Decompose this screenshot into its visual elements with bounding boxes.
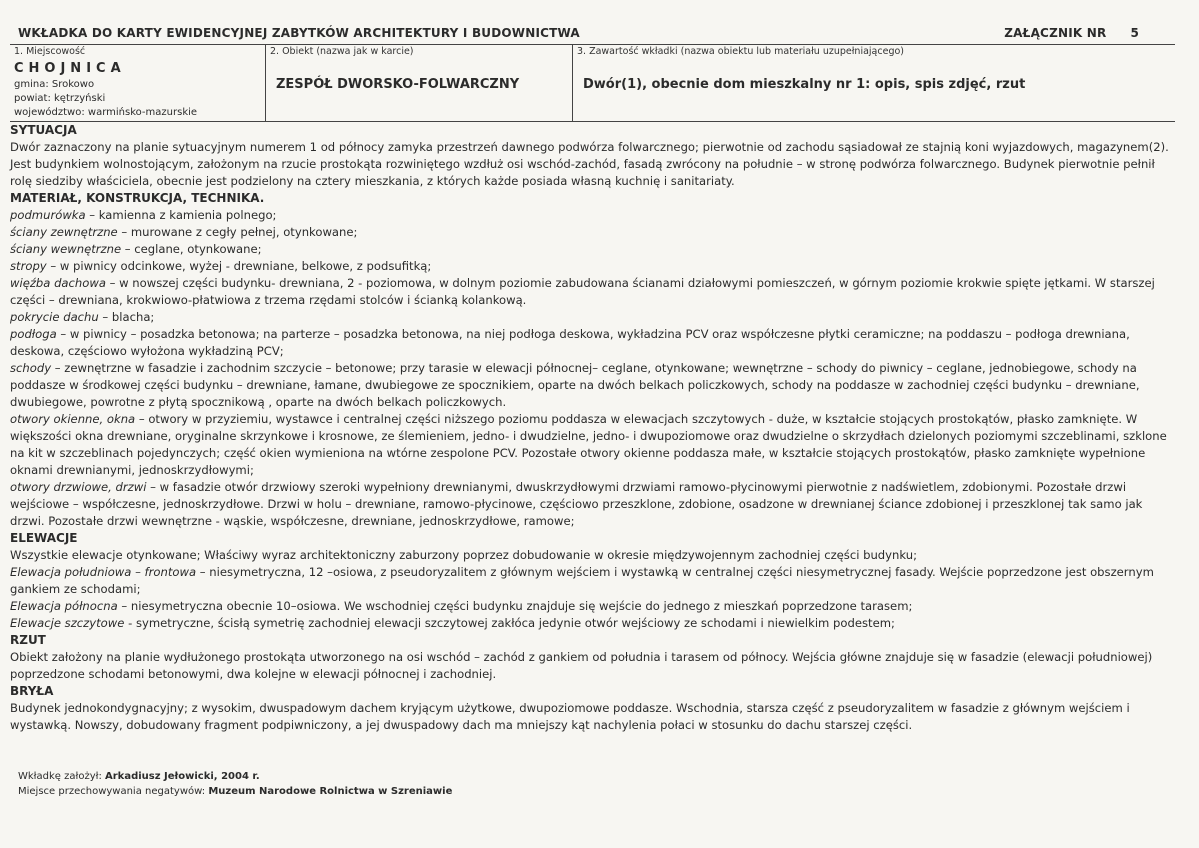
elevation-term: Elewacje szczytowe [10, 616, 125, 630]
wojewodztwo: województwo: warmińsko-mazurskie [14, 107, 198, 118]
material-item [10, 275, 1180, 309]
section-material-title: MATERIAŁ, KONSTRUKCJA, TECHNIKA. [10, 191, 265, 205]
author-line [18, 769, 452, 784]
locality-label: 1. Miejscowość [14, 46, 86, 57]
annex-text: ZAŁĄCZNIK NR [1004, 26, 1107, 40]
material-item [10, 479, 1180, 530]
content-label: 3. Zawartość wkładki (nazwa obiektu lub materiału uzupełniającego) [577, 46, 904, 57]
material-item [10, 326, 1180, 360]
elewacje-intro: Wszystkie elewacje otynkowane; Właściwy wyraz architektoniczny zaburzony poprzez dobudowanie w okresie międzywojennym zachodniej części budynku; [10, 548, 917, 562]
material-term: stropy [10, 259, 47, 273]
material-desc: – w piwnicy odcinkowe, wyżej - drewniane, belkowe, z podsufitką; [46, 259, 432, 273]
storage-name: Muzeum Narodowe Rolnictwa w Szreniawie [208, 786, 453, 797]
gmina: gmina: Srokowo [14, 79, 95, 90]
material-item [10, 411, 1180, 479]
author-name: Arkadiusz Jełowicki, 2004 r. [105, 771, 260, 782]
locality-cell [10, 45, 266, 121]
annex-label [980, 26, 1139, 40]
material-term: otwory drzwiowe, drzwi [10, 480, 147, 494]
section-elewacje-title: ELEWACJE [10, 531, 78, 545]
locality-name: CHOJNICA [14, 61, 126, 76]
elevation-desc: – niesymetryczna obecnie 10–osiowa. We wschodniej części budynku znajduje się wejście do jednego z mieszkań poprzedzone tarasem; [117, 599, 913, 613]
material-desc: – zewnętrzne w fasadzie i zachodnim szczycie – betonowe; przy tarasie w elewacji północnej– ceglane, otynkowane; wewnętrzne – schody do piwnicy – ceglane, jednobiegowe, schody na poddasze w środkowej części budynku – drewniane, łamane, dwubiegowe ze spocznikiem, oparte na dwóch belkach policzkowych, schody na poddasze w zachodniej części budynku – drewniane, dwubiegowe, powrotne z płytą spocznikową , oparte na dwóch belkach policzkowych. [10, 361, 1140, 409]
material-desc: – otwory w przyziemiu, wystawce i centralnej części niższego poziomu poddasza w elewacjach szczytowych - duże, w kształcie stojących prostokątów, płasko zamknięte. W większości okna drewniane, oryginalne skrzynkowe i krosnowe, ze ślemieniem, jedno- i dwudzielne, jedno- i dwupoziomowe oraz dwudzielne o skrzydłach dzielonych poziomymi szczeblinami, szklone na kit w szczeblinach pojedynczych; część okien wymieniona na wtórne zespolone PCV. Pozostałe otwory okienne poddasza małe, w kształcie stojących prostokątów, płasko zamknięte wypełnione oknami drewnianymi, jednoskrzydłowymi; [10, 412, 1167, 477]
elevation-item [10, 564, 1180, 598]
material-term: ściany wewnętrzne [10, 242, 122, 256]
section-sytuacja-title: SYTUACJA [10, 123, 77, 137]
material-term: podłoga [10, 327, 57, 341]
header-table [10, 44, 1175, 122]
material-term: pokrycie dachu [10, 310, 99, 324]
material-item [10, 360, 1180, 411]
rzut-text: Obiekt założony na planie wydłużonego prostokąta utworzonego na osi wschód – zachód z gankiem od południa i tarasem od północy. Wejścia główne znajduje się w fasadzie (elewacji południowej) poprzedzone schodami betonowymi, dwa kolejne w elewacji północnej i zachodniej. [10, 650, 1153, 681]
material-desc: – w piwnicy – posadzka betonowa; na parterze – posadzka betonowa, na niej podłoga deskowa, wykładzina PCV oraz współczesne płytki ceramiczne; na poddaszu – podłoga drewniana, deskowa, częściowo wyłożona wykładziną PCV; [10, 327, 1130, 358]
elevation-term: Elewacja północna [10, 599, 118, 613]
sytuacja-text: Dwór zaznaczony na planie sytuacyjnym numerem 1 od północy zamyka przestrzeń dawnego podwórza folwarcznego; pierwotnie od zachodu sąsiadował ze stajnią koni wyjazdowych, magazynem(2). Jest budynkiem wolnostojącym, założonym na rzucie prostokąta rozwiniętego wzdłuż osi wschód-zachód, fasadą zwrócony na południe – w stronę podwórza folwarcznego. Budynek pierwotnie pełnił rolę siedziby właściciela, obecnie jest podzielony na cztery mieszkania, z których każde posiada własną kuchnię i sanitariaty. [10, 140, 1169, 188]
material-term: podmurówka [10, 208, 86, 222]
elevation-term: Elewacja południowa – frontowa [10, 565, 197, 579]
elevation-desc: – niesymetryczna, 12 –osiowa, z pseudoryzalitem z głównym wejściem i wystawką w centralnej części niesymetrycznej fasady. Wejście poprzedzone jest obszernym gankiem ze schodami; [10, 565, 1154, 596]
material-term: więźba dachowa [10, 276, 106, 290]
material-term: ściany zewnętrzne [10, 225, 118, 239]
material-desc: – ceglane, otynkowane; [121, 242, 262, 256]
material-term: schody [10, 361, 52, 375]
object-label: 2. Obiekt (nazwa jak w karcie) [270, 46, 414, 57]
powiat: powiat: kętrzyński [14, 93, 106, 104]
material-item [10, 309, 1180, 326]
material-desc: – w fasadzie otwór drzwiowy szeroki wypełniony drewnianymi, dwuskrzydłowymi drzwiami ramowo-płycinowymi pierwotnie z nadświetlem, zdobionymi. Pozostałe drzwi wejściowe – współczesne, jednoskrzydłowe. Drzwi w holu – drewniane, ramowo-płycinowe, częściowo przeszklone, zdobione, osadzone w drewnianej ściance zdobionej i przeszklonej tak samo jak drzwi. Pozostałe drzwi wewnętrzne - wąskie, współczesne, drewniane, jednoskrzydłowe, ramowe; [10, 480, 1143, 528]
section-bryla-title: BRYŁA [10, 684, 54, 698]
material-desc: – blacha; [98, 310, 155, 324]
material-item [10, 207, 1180, 224]
section-rzut-title: RZUT [10, 633, 46, 647]
content-name: Dwór(1), obecnie dom mieszkalny nr 1: opis, spis zdjęć, rzut [583, 77, 1026, 92]
document-title: WKŁADKA DO KARTY EWIDENCYJNEJ ZABYTKÓW ARCHITEKTURY I BUDOWNICTWA [18, 26, 580, 40]
storage-line [18, 784, 452, 799]
top-bar [18, 26, 1139, 44]
material-term: otwory okienne, okna [10, 412, 136, 426]
material-item [10, 224, 1180, 241]
bryla-text: Budynek jednokondygnacyjny; z wysokim, dwuspadowym dachem kryjącym użytkowe, dwupoziomowe poddasze. Wschodnia, starsza część z pseudoryzalitem w fasadzie z głównym wejściem i wystawką. Nowszy, dobudowany fragment podpiwniczony, a jej dwuspadowy dach ma mniejszy kąt nachylenia połaci w stosunku do dachu starszej części. [10, 701, 1130, 732]
annex-number: 5 [1130, 26, 1139, 40]
object-cell [266, 45, 573, 121]
material-desc: – w nowszej części budynku- drewniana, 2 - poziomowa, w dolnym poziomie zabudowana ścianami działowymi pomieszczeń, w górnym poziomie krokwie spięte jętkami. W starszej części – drewniana, krokwiowo-płatwiowa z trzema rzędami stolców i ścianką kolankową. [10, 276, 1155, 307]
elevation-desc: - symetryczne, ścisłą symetrię zachodniej elewacji szczytowej zakłóca jedynie otwór wejściowy ze schodami i niewielkim podestem; [124, 616, 895, 630]
object-name: ZESPÓŁ DWORSKO-FOLWARCZNY [276, 77, 520, 92]
elevation-item [10, 598, 1180, 615]
material-item [10, 241, 1180, 258]
author-label: Wkładkę założył: [18, 771, 106, 782]
elevation-item [10, 615, 1180, 632]
storage-label: Miejsce przechowywania negatywów: [18, 786, 209, 797]
material-desc: – murowane z cegły pełnej, otynkowane; [117, 225, 358, 239]
material-item [10, 258, 1180, 275]
footer [18, 769, 452, 799]
document-body [10, 122, 1180, 734]
material-desc: – kamienna z kamienia polnego; [85, 208, 277, 222]
content-cell [573, 45, 1175, 121]
